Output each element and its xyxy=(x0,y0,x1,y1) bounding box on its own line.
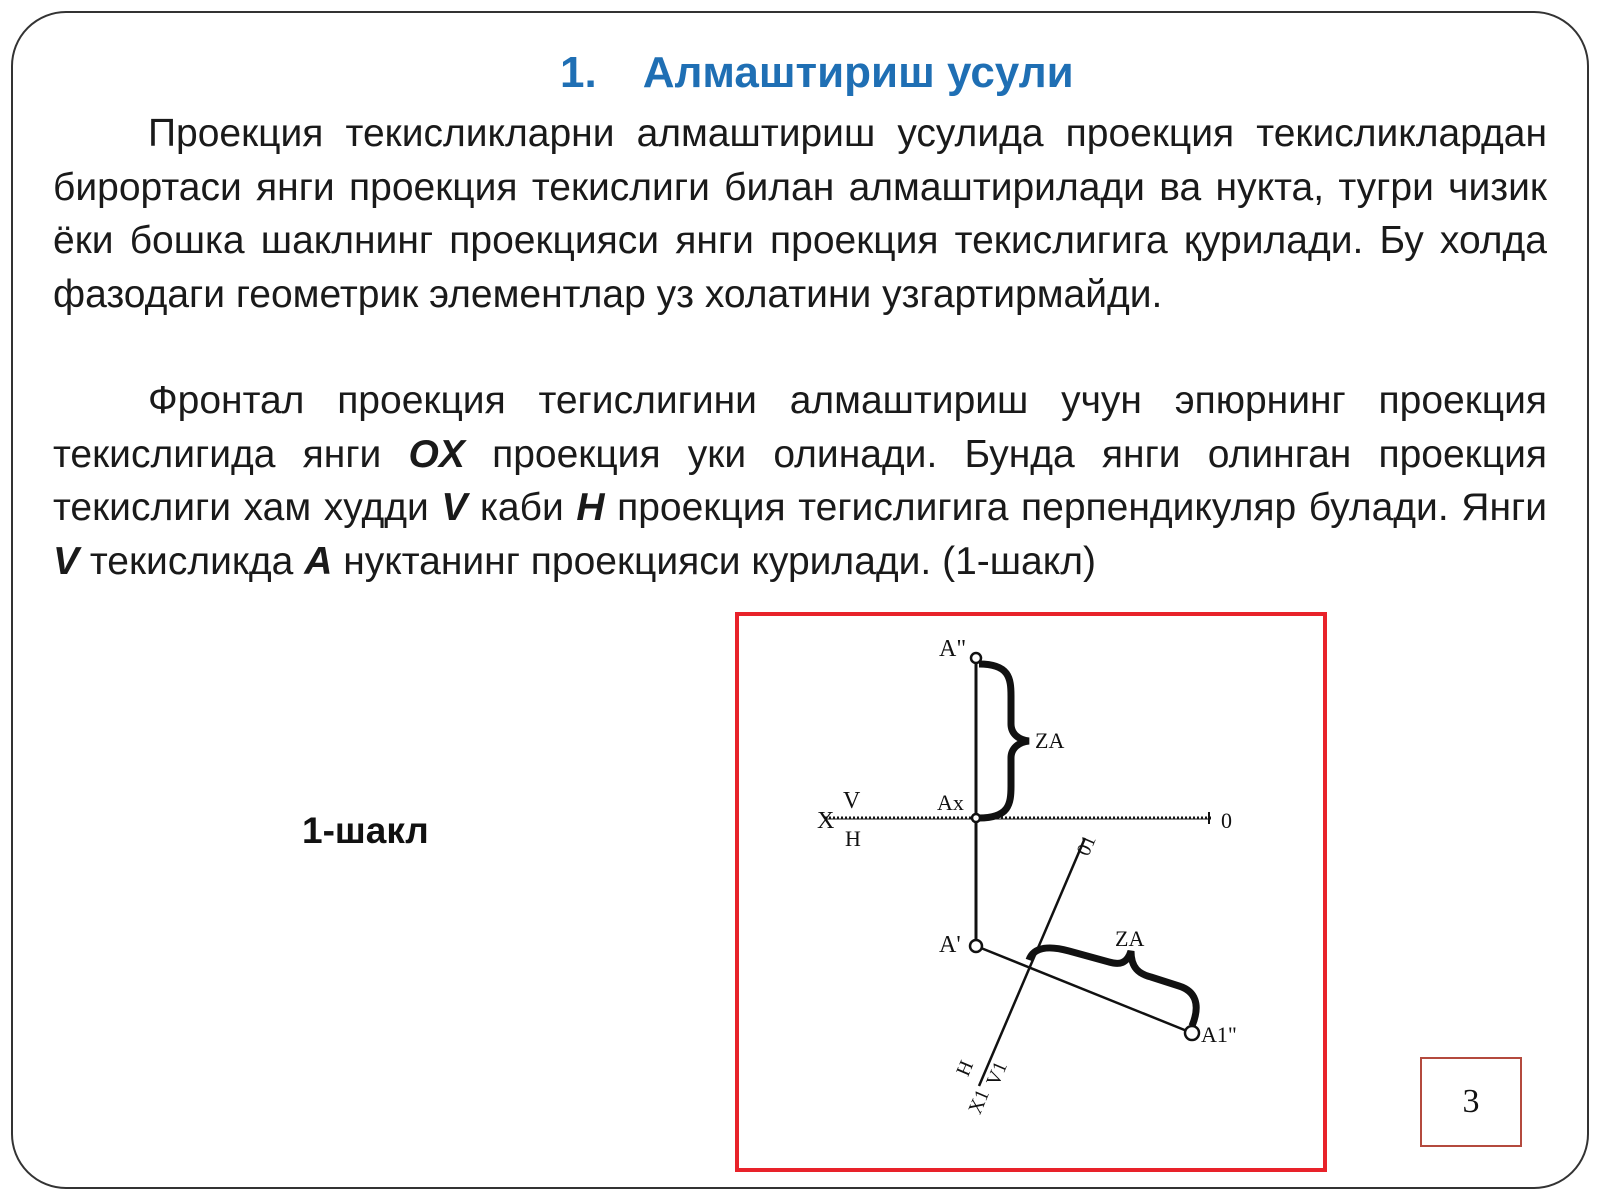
label-a-top: A' xyxy=(939,932,961,958)
paragraph-2-text-5: текисликда xyxy=(79,539,305,583)
paragraph-1: Проекция текисликларни алмаштириш усулида проекция текисликлардан бирортаси янги проекция текислиги билан алмаштирилади ва нукта, тугри чизик ёки бошка шаклнинг проекцияси янги проекция текислигига қурилади. Бу холда фазодаги геометрик элементлар уз холатини узгартирмайди. xyxy=(53,112,1547,316)
term-v: V xyxy=(441,486,468,529)
paragraph-2-text-4: проекция тегислигига перпендикуляр булади. Янги xyxy=(604,486,1547,529)
term-ox: OX xyxy=(408,432,465,476)
title-text: Алмаштириш усули xyxy=(642,48,1074,97)
label-a-front: A" xyxy=(939,636,967,662)
paragraph-2-text-2: проекция уки олинади. Бунда янги олинган проекция текислиги хам худди xyxy=(53,432,1547,529)
label-v: V xyxy=(843,788,861,814)
label-x: X xyxy=(817,808,835,834)
point-a1 xyxy=(1185,1026,1199,1040)
slide-title xyxy=(560,48,1074,98)
label-zero: 0 xyxy=(1221,808,1232,833)
brace-za-vertical xyxy=(979,664,1029,818)
label-ax: Ax xyxy=(937,790,964,815)
label-a1: A1" xyxy=(1201,1022,1237,1047)
paragraph-2-text-1: Фронтал проекция тегислигини алмаштириш учун эпюрнинг проекция текислигида янги xyxy=(53,379,1547,476)
label-v1: V1 xyxy=(982,1058,1013,1090)
paragraph-2-text-6: нуктанинг проекцияси курилади. (1-шакл) xyxy=(332,539,1096,583)
new-axis-line xyxy=(979,838,1085,1086)
point-ax xyxy=(972,814,980,822)
point-a-front xyxy=(971,653,981,663)
figure-caption: 1-шакл xyxy=(302,810,429,851)
label-o1: 01 xyxy=(1072,832,1101,860)
title-number: 1. xyxy=(560,48,597,97)
paragraph-2 xyxy=(53,374,1547,588)
label-za-top: ZA xyxy=(1035,728,1065,753)
term-h: H xyxy=(576,486,605,529)
figure-frame xyxy=(735,612,1327,1172)
page-number-box xyxy=(1420,1057,1522,1147)
label-za-bottom: ZA xyxy=(1115,926,1145,951)
term-v-new: V xyxy=(53,539,80,583)
label-h: H xyxy=(845,826,861,851)
label-h1: H xyxy=(952,1057,979,1080)
label-x1: X1 xyxy=(964,1086,995,1118)
page-number: 3 xyxy=(1462,1083,1480,1120)
projection-diagram xyxy=(739,616,1323,1168)
brace-za-slanted xyxy=(1029,948,1196,1026)
point-a-top xyxy=(970,940,982,952)
term-a: A xyxy=(304,539,333,583)
paragraph-2-text-3: каби xyxy=(467,486,577,529)
